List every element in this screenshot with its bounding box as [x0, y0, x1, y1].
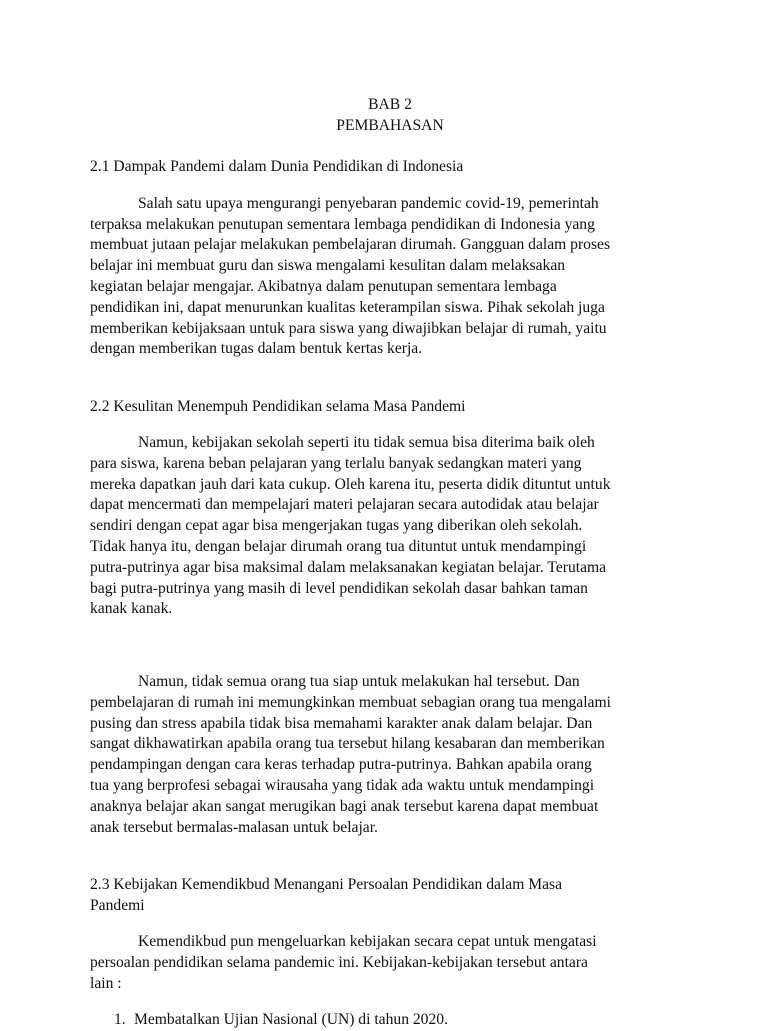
paragraph-line: Tidak hanya itu, dengan belajar dirumah orang tua dituntut untuk mendampingi	[90, 537, 587, 555]
paragraph-line: anaknya belajar akan sangat merugikan bagi anak tersebut karena dapat membuat	[90, 797, 599, 815]
spacer	[90, 636, 690, 657]
paragraph-line: para siswa, karena beban pelajaran yang terlalu banyak sedangkan materi yang	[90, 454, 582, 472]
paragraph-line: pembelajaran di rumah ini memungkinkan membuat sebagian orang tua mengalami	[90, 693, 611, 711]
paragraph-line: sendiri dengan cepat agar bisa mengerjakan tugas yang diberikan oleh sekolah.	[90, 517, 583, 535]
section-2-3	[90, 875, 690, 1031]
paragraph	[90, 194, 690, 360]
paragraph-line: lain :	[90, 974, 122, 992]
section-title-line: 2.3 Kebijakan Kemendikbud Menangani Persoalan Pendidikan dalam Masa	[90, 875, 563, 893]
paragraph-line: kegiatan belajar mengajar. Akibatnya dalam penutupan sementara lembaga	[90, 277, 557, 295]
paragraph-line: sangat dikhawatirkan apabila orang tua tersebut hilang kesabaran dan memberikan	[90, 735, 605, 753]
document-page	[90, 95, 690, 1031]
section-title-line: Pandemi	[90, 896, 145, 914]
paragraph-line: putra-putrinya agar bisa maksimal dalam melaksanakan kegiatan belajar. Terutama	[90, 558, 607, 576]
list-item	[90, 1010, 690, 1031]
paragraph-line: dengan memberikan tugas dalam bentuk kertas kerja.	[90, 340, 423, 358]
paragraph	[90, 433, 690, 620]
numbered-list	[90, 1010, 690, 1031]
chapter-title: PEMBAHASAN	[336, 116, 444, 134]
paragraph-line: pendampingan dengan cara keras terhadap putra-putrinya. Bahkan apabila orang	[90, 756, 592, 774]
paragraph-line: Namun, tidak semua orang tua siap untuk melakukan hal tersebut. Dan	[138, 673, 580, 691]
spacer	[90, 854, 690, 875]
paragraph-line: pusing dan stress apabila tidak bisa memahami karakter anak dalam belajar. Dan	[90, 714, 593, 732]
chapter-number: BAB 2	[368, 96, 412, 113]
spacer	[90, 376, 690, 397]
list-item-text: Membatalkan Ujian Nasional (UN) di tahun 2020.	[134, 1011, 448, 1029]
paragraph-line: anak tersebut bermalas-malasan untuk belajar.	[90, 818, 378, 836]
paragraph-line: Kemendikbud pun mengeluarkan kebijakan secara cepat untuk mengatasi	[138, 933, 597, 951]
section-2-1	[90, 157, 690, 360]
paragraph-line: Namun, kebijakan sekolah seperti itu tidak semua bisa diterima baik oleh	[138, 433, 595, 451]
paragraph-line: persoalan pendidikan selama pandemic ini. Kebijakan-kebijakan tersebut antara	[90, 953, 588, 971]
paragraph-line: belajar ini membuat guru dan siswa mengalami kesulitan dalam melaksakan	[90, 257, 566, 275]
paragraph-line: memberikan kebijaksaan untuk para siswa yang diwajibkan belajar di rumah, yaitu	[90, 319, 607, 337]
paragraph-line: kanak kanak.	[90, 600, 173, 618]
paragraph-line: Salah satu upaya mengurangi penyebaran pandemic covid-19, pemerintah	[138, 194, 599, 212]
list-item-number: 1.	[114, 1011, 126, 1029]
paragraph-line: membuat jutaan pelajar melakukan pembelajaran dirumah. Gangguan dalam proses	[90, 236, 611, 254]
section-title: 2.1 Dampak Pandemi dalam Dunia Pendidikan di Indonesia	[90, 158, 464, 176]
spacer	[90, 137, 690, 158]
section-title	[90, 875, 690, 917]
section-title: 2.2 Kesulitan Menempuh Pendidikan selama Masa Pandemi	[90, 397, 466, 415]
paragraph	[90, 932, 690, 994]
paragraph-line: pendidikan ini, dapat menurunkan kualitas keterampilan siswa. Pihak sekolah juga	[90, 298, 605, 316]
paragraph-line: dapat mencermati dan mempelajari materi pelajaran secara autodidak atau belajar	[90, 496, 599, 514]
paragraph-line: bagi putra-putrinya yang masih di level pendidikan sekolah dasar bahkan taman	[90, 579, 588, 597]
paragraph-line: terpaksa melakukan penutupan sementara lembaga pendidikan di Indonesia yang	[90, 215, 595, 233]
paragraph	[90, 672, 690, 838]
paragraph-line: mereka dapatkan jauh dari kata cukup. Oleh karena itu, peserta didik dituntut untuk	[90, 475, 611, 493]
paragraph-line: tua yang berprofesi sebagai wirausaha yang tidak ada waktu untuk mendampingi	[90, 777, 595, 795]
section-2-2	[90, 397, 690, 839]
